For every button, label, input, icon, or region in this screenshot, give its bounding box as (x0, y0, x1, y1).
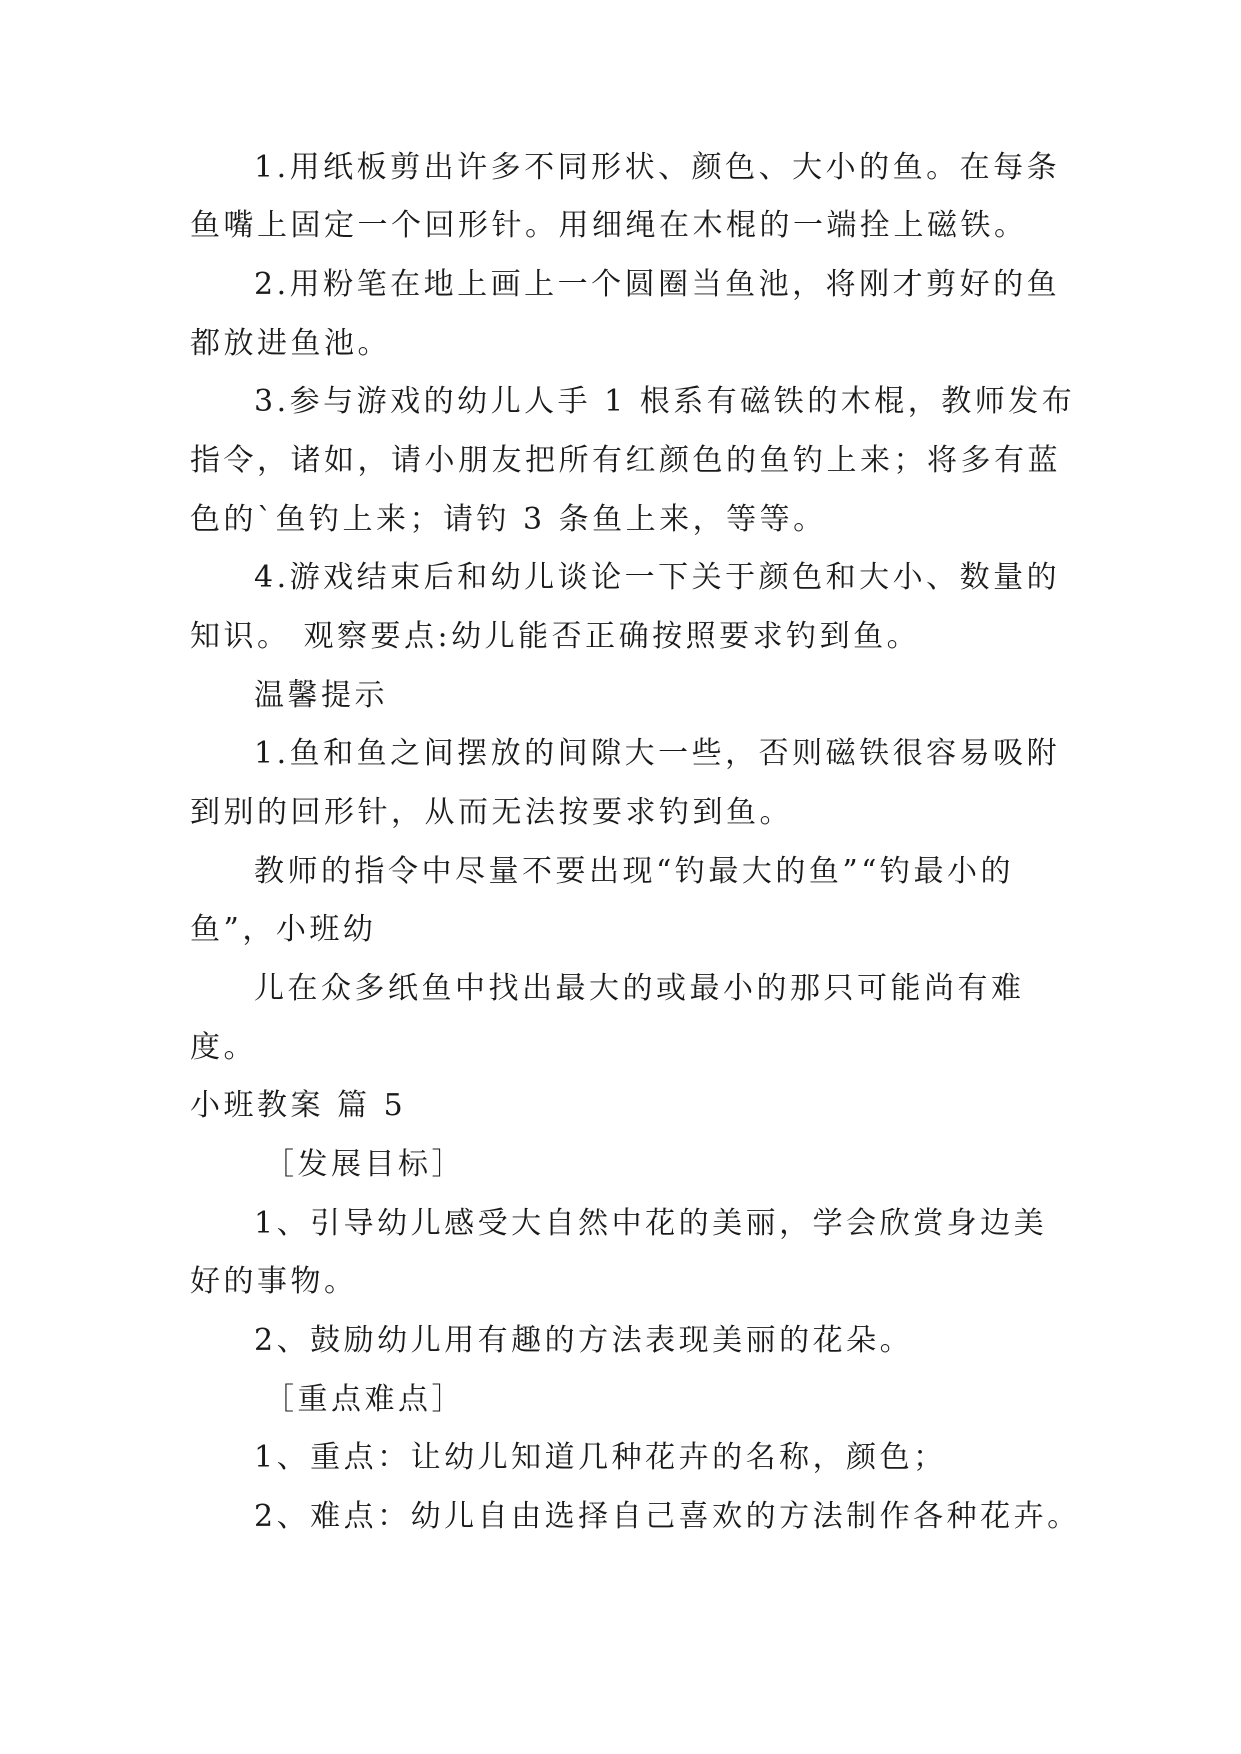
paragraph-line: 指令，诸如，请小朋友把所有红颜色的鱼钓上来；将多有蓝 (190, 443, 1061, 478)
section-title: 小班教案 篇 5 (190, 1088, 407, 1123)
paragraph-line: 1、重点：让幼儿知道几种花卉的名称，颜色； (254, 1440, 947, 1475)
paragraph-line: 鱼嘴上固定一个回形针。用细绳在木棍的一端拴上磁铁。 (190, 208, 1028, 243)
paragraph-line: 好的事物。 (190, 1264, 358, 1299)
paragraph-line: 1.用纸板剪出许多不同形状、颜色、大小的鱼。在每条 (254, 150, 1061, 185)
paragraph-line: 2、鼓励幼儿用有趣的方法表现美丽的花朵。 (254, 1323, 914, 1358)
section-heading: 温馨提示 (254, 678, 388, 713)
paragraph-line: 都放进鱼池。 (190, 326, 391, 361)
paragraph-line: 教师的指令中尽量不要出现“钓最大的鱼”“钓最小的 (254, 854, 1015, 889)
paragraph-line: 2、难点：幼儿自由选择自己喜欢的方法制作各种花卉。 (254, 1499, 1081, 1534)
paragraph-line: 1、引导幼儿感受大自然中花的美丽，学会欣赏身边美 (254, 1206, 1048, 1241)
paragraph-line: 4.游戏结束后和幼儿谈论一下关于颜色和大小、数量的 (254, 560, 1061, 595)
subsection-heading: ［发展目标］ (264, 1147, 465, 1182)
paragraph-line: 2.用粉笔在地上画上一个圆圈当鱼池，将刚才剪好的鱼 (254, 267, 1061, 302)
paragraph-line: 到别的回形针，从而无法按要求钓到鱼。 (190, 795, 793, 830)
paragraph-line: 1.鱼和鱼之间摆放的间隙大一些，否则磁铁很容易吸附 (254, 736, 1061, 771)
paragraph-line: 知识。 观察要点:幼儿能否正确按照要求钓到鱼。 (190, 619, 921, 654)
subsection-heading: ［重点难点］ (264, 1382, 465, 1417)
paragraph-line: 鱼”，小班幼 (190, 912, 377, 947)
paragraph-line: 3.参与游戏的幼儿人手 1 根系有磁铁的木棍，教师发布 (254, 384, 1076, 419)
paragraph-line: 度。 (190, 1030, 257, 1065)
paragraph-line: 儿在众多纸鱼中找出最大的或最小的那只可能尚有难 (254, 971, 1025, 1006)
paragraph-line: 色的`鱼钓上来；请钓 3 条鱼上来，等等。 (190, 502, 827, 537)
